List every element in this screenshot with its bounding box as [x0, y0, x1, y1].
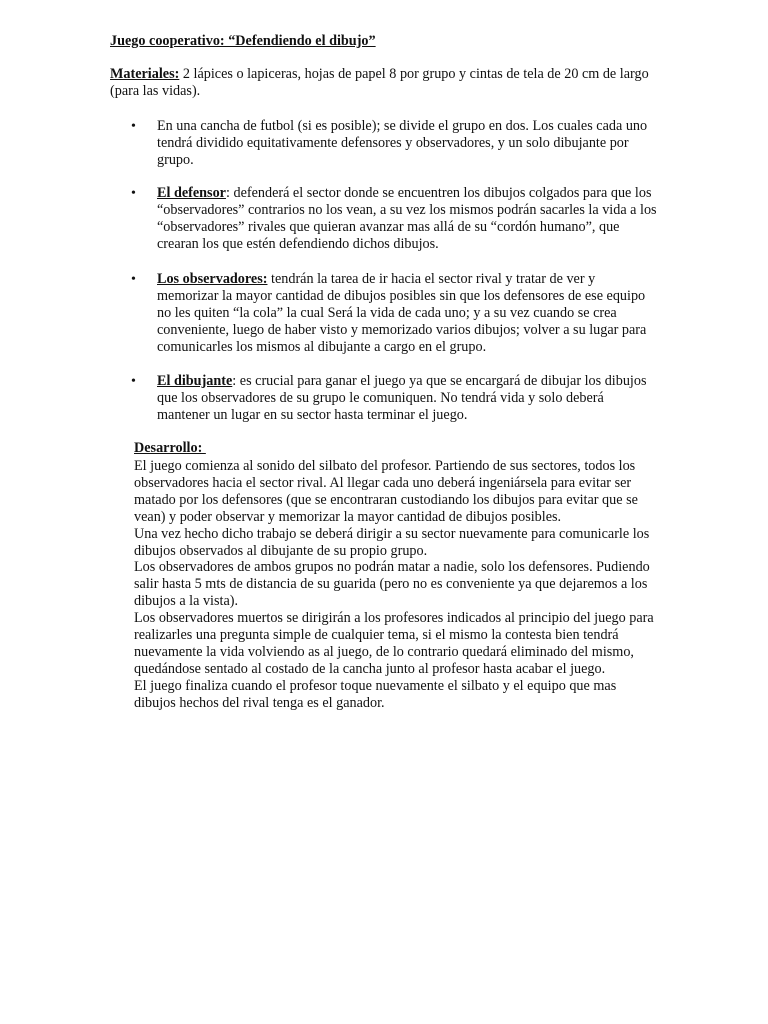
bullet-text: es crucial para ganar el juego ya que se encargará de dibujar los dibujos que los observadores de su grupo le comuniquen. No tendrá vida y solo deberá mantener un lugar en su sector hasta terminar el juego.: [157, 373, 647, 423]
dibujante-label-suffix: :: [232, 373, 237, 389]
list-item-text: [157, 118, 657, 169]
development-paragraph: El juego finaliza cuando el profesor toque nuevamente el silbato y el equipo que mas dibujos hechos del rival tenga es el ganador.: [134, 677, 617, 711]
dibujante-label: El dibujante: [157, 373, 233, 389]
development-body: [134, 458, 659, 712]
bullet-text: defenderá el sector donde se encuentren los dibujos colgados para que los “observadores” contrarios no los vean, a su vez los mismos podrán sacarles la vida a los “observadores” rivales que quieran avanzar mas allá de su “cordón humano”, que crearan los que estén defendiendo dichos dibujos.: [157, 185, 657, 252]
development-paragraph: El juego comienza al sonido del silbato del profesor. Partiendo de sus sectores, todos los observadores hacia el sector rival. Al llegar cada uno deberá ingeniársela para evitar ser matado por los defensores (que se encontraran custodiando los dibujos para evitar que se vean) y poder observar y memorizar la mayor cantidad de dibujos posibles.: [134, 458, 638, 525]
bullet-text: En una cancha de futbol (si es posible); se divide el grupo en dos. Los cuales cada uno tendrá dividido equitativamente defensores y observadores, y un solo dibujante por grupo.: [157, 118, 648, 168]
materials-paragraph: [110, 66, 670, 100]
list-item-text: [157, 185, 657, 253]
defensor-label-suffix: :: [225, 185, 230, 201]
development-heading: Desarrollo:: [134, 440, 206, 456]
bullet-icon: •: [131, 374, 136, 389]
materials-label: Materiales:: [110, 66, 180, 82]
development-paragraph: Los observadores muertos se dirigirán a los profesores indicados al principio del juego para realizarles una pregunta simple de cualquier tema, si el mismo la contesta bien tendrá nuevamente la vida volviendo as al juego, de lo contrario quedará eliminado del mismo, quedándose sentado al costado de la cancha junto al profesor hasta acabar el juego.: [134, 610, 654, 677]
defensor-label: El defensor: [157, 185, 226, 201]
bullet-text: tendrán la tarea de ir hacia el sector rival y tratar de ver y memorizar la mayor cantidad de dibujos posibles sin que los defensores de ese equipo no les quiten “la cola” la cual Será la vida de cada uno; y a su vez cuando se crea conveniente, luego de haber visto y memorizado varios dibujos; volver a su lugar para comunicarles los mismos al dibujante a cargo en el grupo.: [157, 271, 647, 355]
development-paragraph: Los observadores de ambos grupos no podrán matar a nadie, solo los defensores. Pudiendo salir hasta 5 mts de distancia de su guarida (pero no es conveniente ya que dejaremos a los dibujos a la vista).: [134, 559, 650, 610]
list-item-text: [157, 373, 657, 424]
bullet-icon: •: [131, 186, 136, 201]
document-title: Juego cooperativo: “Defendiendo el dibujo”: [110, 33, 376, 49]
observadores-label: Los observadores:: [157, 271, 268, 287]
bullet-icon: •: [131, 272, 136, 287]
materials-text: 2 lápices o lapiceras, hojas de papel 8 por grupo y cintas de tela de 20 cm de largo (para las vidas).: [110, 66, 649, 99]
list-item-text: [157, 271, 657, 356]
development-paragraph: Una vez hecho dicho trabajo se deberá dirigir a su sector nuevamente para comunicarle los dibujos observados al dibujante de su propio grupo.: [134, 525, 650, 559]
bullet-icon: •: [131, 119, 136, 134]
